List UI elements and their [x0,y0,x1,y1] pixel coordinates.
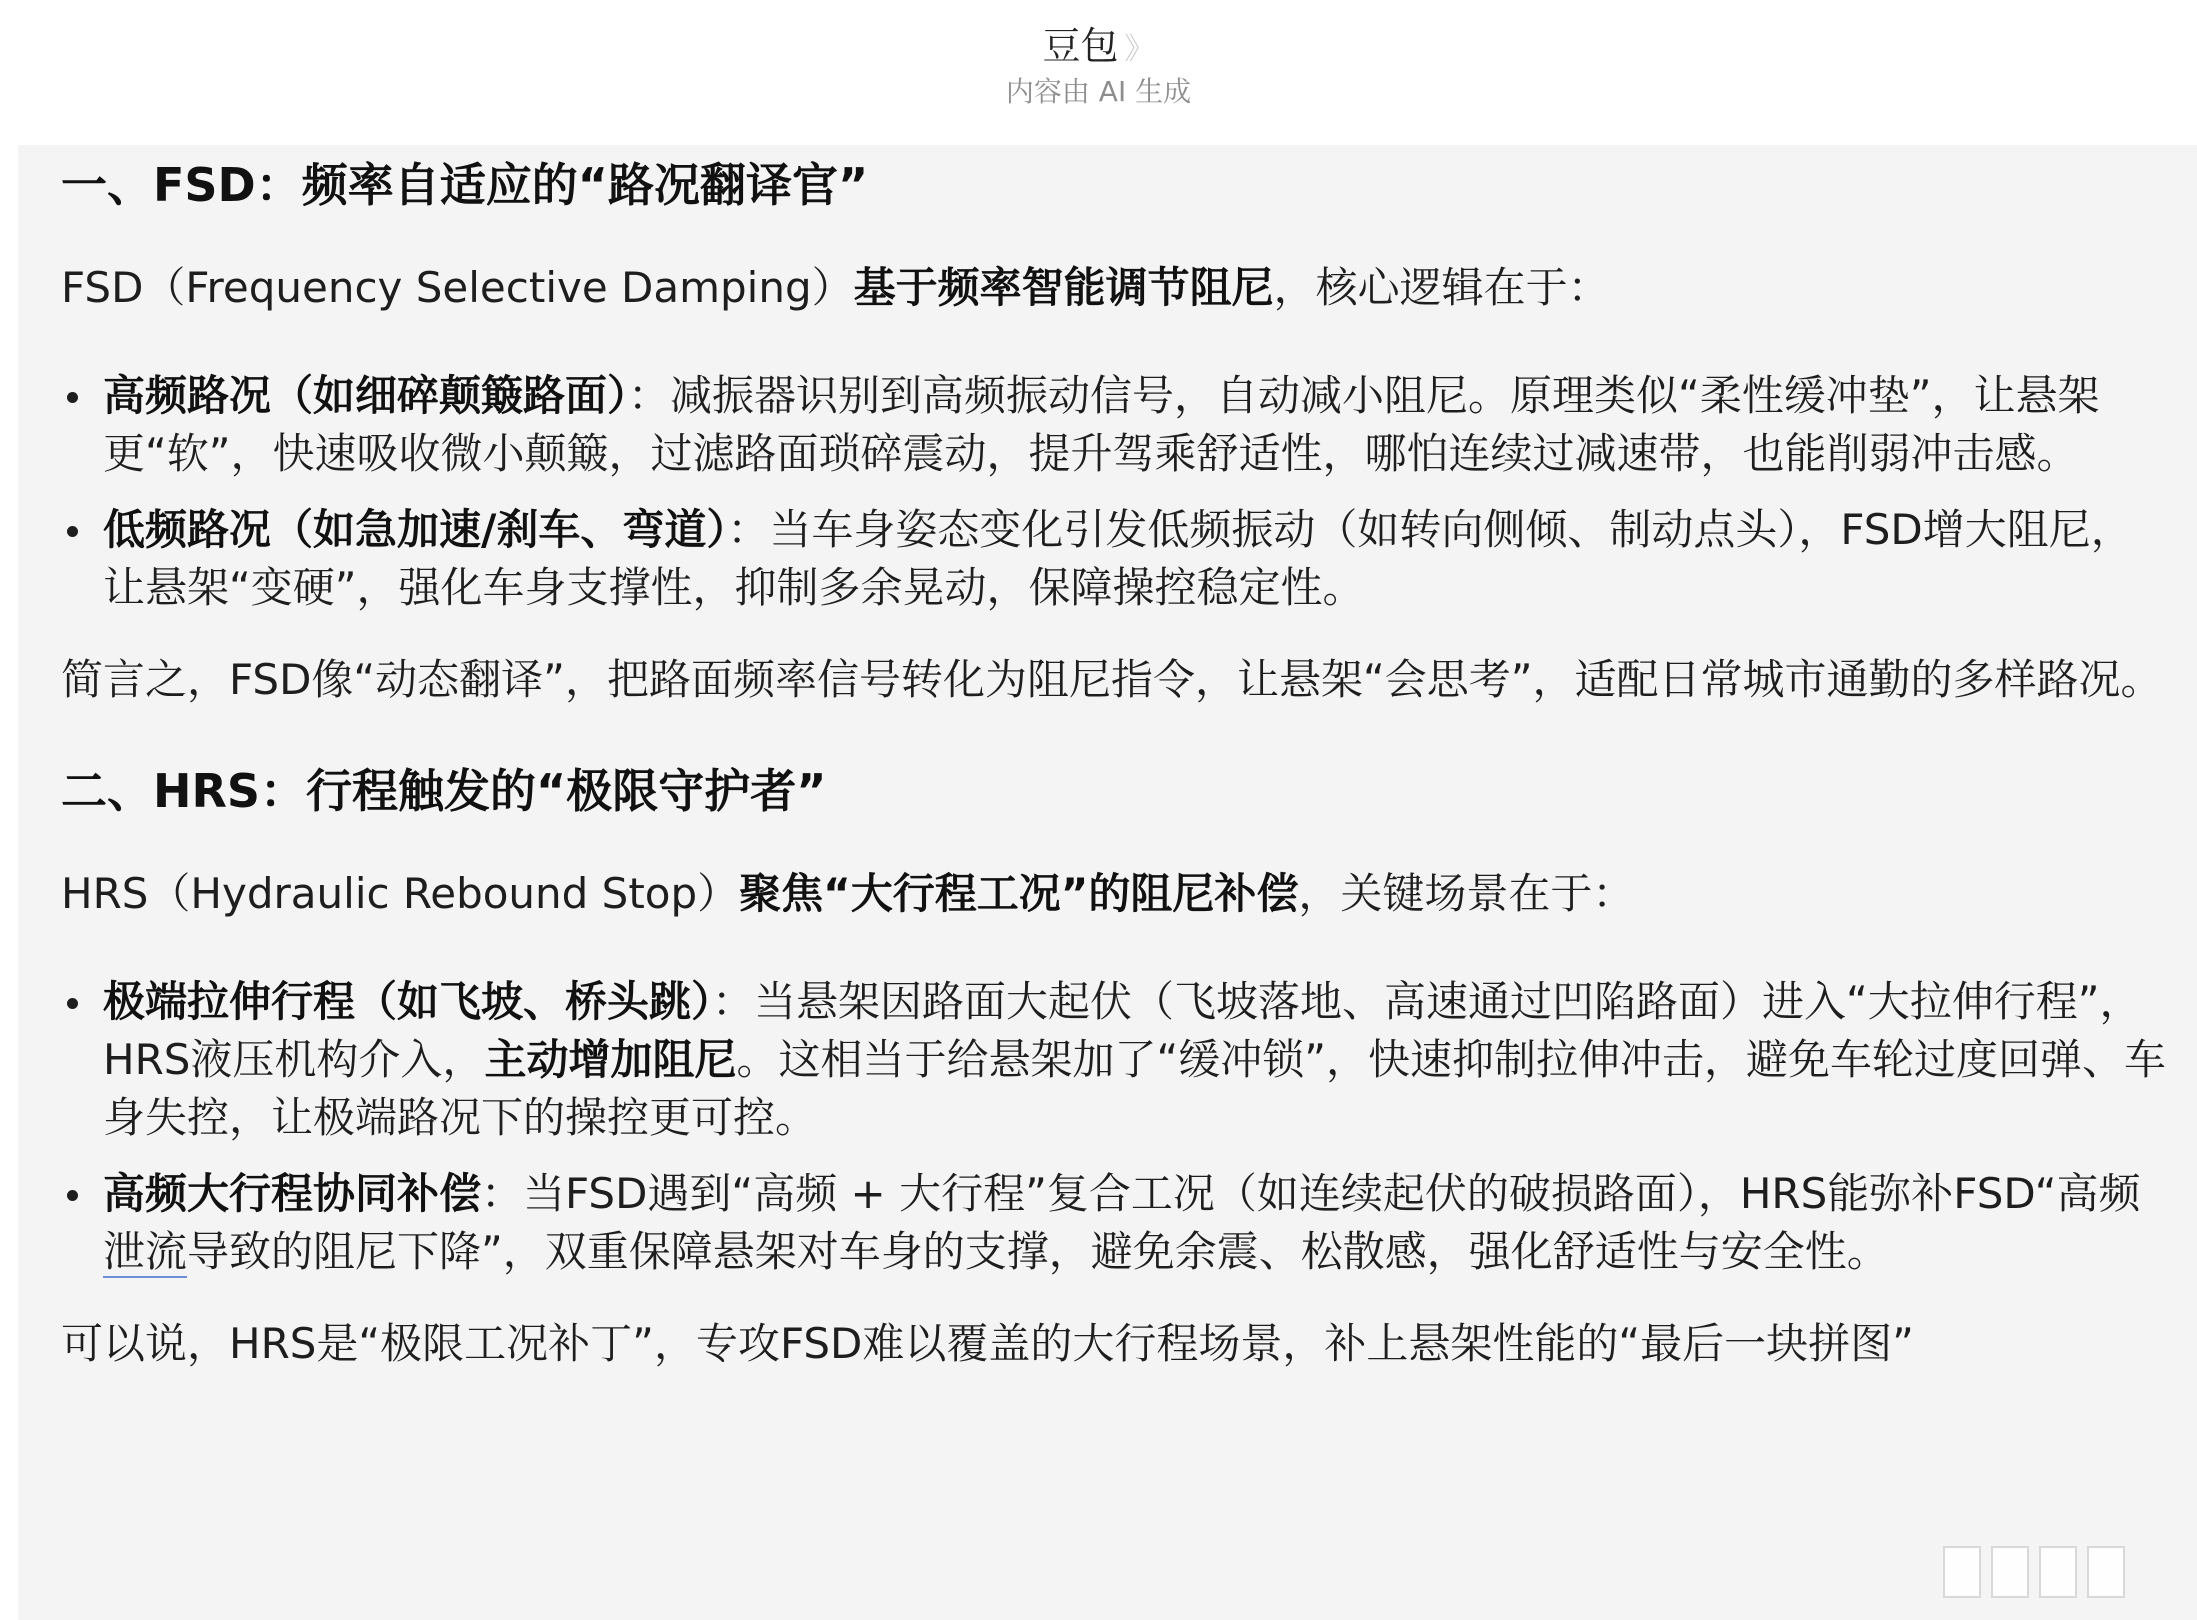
hrs-bullet-list [61,973,2171,1281]
fsd-intro-text: FSD（Frequency Selective Damping） [61,263,854,312]
list-item [61,1165,2171,1281]
bullet-text: 导致的阻尼下降”，双重保障悬架对车身的支撑，避免余震、松散感，强化舒适性与安全性。 [187,1227,1889,1276]
hrs-intro-bold: 聚焦“大行程工况”的阻尼补偿 [739,869,1299,918]
term-link[interactable]: 泄流 [103,1227,188,1276]
chevron-right-icon[interactable]: 》 [1124,32,1155,67]
list-item [61,367,2171,483]
bullet-bold-inline: 主动增加阻尼 [484,1035,737,1084]
section-heading-hrs: 二、HRS：行程触发的“极限守护者” [61,764,827,818]
answer-content [61,155,2171,1373]
app-title[interactable] [0,22,2197,74]
app-name[interactable]: 豆包 [1042,24,1119,68]
bullet-title: 低频路况（如急加速/刹车、弯道） [103,505,728,554]
bullet-title: 高频大行程协同补偿 [103,1169,482,1218]
fsd-intro [61,259,2171,317]
hrs-intro-text: HRS（Hydraulic Rebound Stop） [61,869,740,918]
fsd-summary: 简言之，FSD像“动态翻译”，把路面频率信号转化为阻尼指令，让悬架“会思考”，适配日常城市通勤的多样路况。 [61,655,2163,704]
section-heading-fsd: 一、FSD：频率自适应的“路况翻译官” [61,158,869,212]
hrs-summary: 可以说，HRS是“极限工况补丁”，专攻FSD难以覆盖的大行程场景，补上悬架性能的“最后一块拼图” [61,1319,1914,1368]
fsd-intro-tail: ，核心逻辑在于： [1273,263,1610,312]
list-item [61,973,2171,1147]
top-bar [0,0,2197,145]
bullet-text: 。这相当于给悬架加了“缓冲锁”，快速抑制拉伸冲击，避免车轮过度回弹、车身失控，让极端路况下的操控更可控。 [103,1035,2166,1142]
ai-generated-notice: 内容由 AI 生成 [1005,75,1192,108]
hrs-intro-tail: ，关键场景在于： [1298,869,1635,918]
watermark-icon [1943,1538,2173,1602]
list-item [61,501,2171,617]
fsd-bullet-list [61,367,2171,617]
hrs-intro [61,865,2171,923]
bullet-text: ：当悬架因路面大起伏（飞坡落地、高速通过凹陷路面）进入“大拉伸行程”，HRS液压机构介入， [103,977,2142,1084]
bullet-title: 高频路况（如细碎颠簸路面） [103,371,629,420]
bullet-text: ：当车身姿态变化引发低频振动（如转向侧倾、制动点头），FSD增大阻尼，让悬架“变硬”，强化车身支撑性，抑制多余晃动，保障操控稳定性。 [103,505,2133,612]
answer-panel [18,145,2197,1620]
bullet-text: ：减振器识别到高频振动信号，自动减小阻尼。原理类似“柔性缓冲垫”，让悬架更“软”，快速吸收微小颠簸，过滤路面琐碎震动，提升驾乘舒适性，哪怕连续过减速带，也能削弱冲击感。 [103,371,2100,478]
bullet-text: ：当FSD遇到“高频 + 大行程”复合工况（如连续起伏的破损路面），HRS能弥补FSD“高频 [481,1169,2141,1218]
fsd-intro-bold: 基于频率智能调节阻尼 [853,263,1274,312]
bullet-title: 极端拉伸行程（如飞坡、桥头跳） [103,977,713,1026]
